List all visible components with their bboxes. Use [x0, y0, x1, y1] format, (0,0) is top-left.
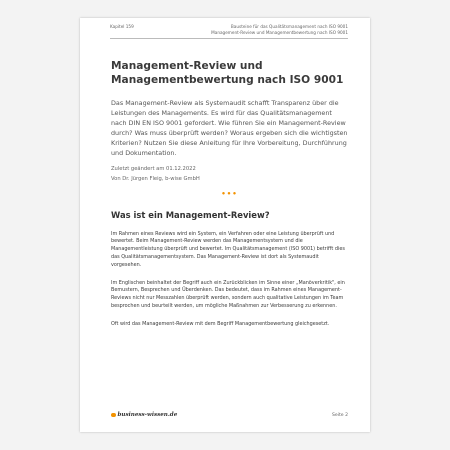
header-right-line2: Management-Review und Managementbewertung nach ISO 9001 — [211, 30, 348, 35]
header-right-line1: Bausteine für das Qualitätsmanagement nach ISO 9001 — [230, 24, 348, 29]
page-number: Seite 2 — [331, 413, 348, 418]
page-content — [111, 60, 348, 329]
brand-dot-icon — [111, 413, 116, 418]
body-paragraph: Im Rahmen eines Reviews wird ein System, ein Verfahren oder eine Leistung überprüft und bewertet. Beim Management-Review werden das Managementsystem und die Managementleistung überprüft und bewertet. Im Qualitätsmanagement (ISO 9001) betrifft dies das Qualitätsmanagementsystem. Das Management-Review ist dort als Systemaudit vorgesehen. — [111, 230, 345, 268]
header-divider — [110, 38, 348, 39]
header-chapter: Kapitel 159 — [110, 24, 134, 29]
brand-name: business-wissen.de — [117, 412, 178, 418]
body-paragraph: Im Englischen beinhaltet der Begriff auch ein Zurückblicken im Sinne einer „Manöverkritik", ein Bemustern, Besprechen und Überdenken. Das bedeutet, dass im Rahmen eines Management-Reviews nicht nur Messzahlen überprüft werden, sondern auch qualitative Leistungen im Team besprochen und beurteilt werden, um mögliche Maßnahmen zur Verbesserung zu erkennen. — [111, 279, 345, 309]
header-right — [211, 24, 348, 36]
section-divider: ••• — [221, 189, 238, 198]
page-title: Management-Review und Managementbewertung nach ISO 9001 — [111, 60, 344, 86]
article-meta — [111, 165, 348, 184]
last-changed: Zuletzt geändert am 01.12.2022 — [111, 166, 196, 173]
author: Von Dr. Jürgen Fleig, b-wise GmbH — [111, 176, 200, 183]
body-paragraph: Oft wird das Management-Review mit dem Begriff Managementbewertung gleichgesetzt. — [111, 320, 330, 327]
intro-paragraph: Das Management-Review als Systemaudit schafft Transparenz über die Leistungen des Managements. Es wird für das Qualitätsmanagement nach DIN EN ISO 9001 gefordert. Wie führen Sie ein Management-Review durch? Was muss überprüft werden? Woraus ergeben sich die wichtigsten Kriterien? Nutzen Sie diese Anleitung für Ihre Vorbereitung, Durchführung und Dokumentation. — [111, 99, 348, 157]
section-heading: Was ist ein Management-Review? — [111, 209, 270, 220]
document-page — [80, 18, 370, 432]
footer-brand — [111, 412, 177, 418]
